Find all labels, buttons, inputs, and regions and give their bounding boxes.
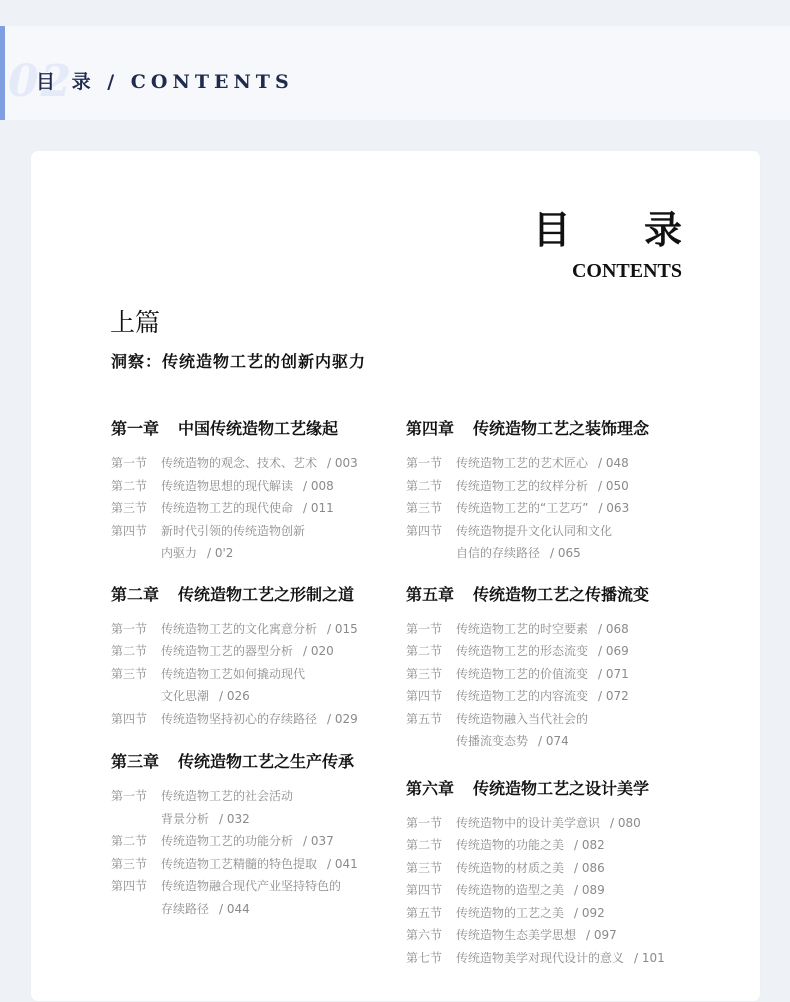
section-entry[interactable] [406,879,706,902]
chapter-number: 第三章 [111,752,160,771]
section-title-line: 传统造物的造型之美 [456,883,565,897]
page-number: / 032 [219,811,250,826]
section-entry[interactable] [111,618,411,641]
section-title-line: 存续路径 [161,901,210,916]
section-line-with-page [161,808,411,831]
section-entry[interactable] [111,520,411,565]
section-title-line: 传统造物坚持初心的存续路径 [161,711,318,726]
section-entry[interactable] [111,452,411,475]
page-number: / 026 [219,689,250,703]
section-title-line: 自信的存续路径 [456,546,541,560]
section-entry[interactable] [406,812,706,835]
section-number: 第四节 [406,689,443,703]
section-title-line: 传统造物工艺的现代使命 [161,501,294,515]
page-number: / 020 [303,644,334,658]
chapter-title: 中国传统造物工艺缘起 [178,419,339,438]
page-number: / 048 [598,456,629,470]
section-entry[interactable] [406,924,706,947]
section-number: 第二节 [111,834,148,848]
section-number: 第七节 [406,950,443,965]
page-number: / 097 [586,928,617,942]
chapter-block [111,417,411,565]
page-number: / 003 [327,456,358,470]
section-line-with-page [456,452,706,475]
header-watermark: 02 [8,56,74,107]
page-number: / 089 [574,883,605,897]
section-title [456,879,706,902]
chapter-block [111,750,411,920]
section-title-line: 传统造物的观念、技术、艺术 [161,456,318,470]
chapter-number: 第五章 [406,584,455,604]
section-title [161,853,411,876]
section-entry[interactable] [111,853,411,876]
section-entry[interactable] [406,663,706,686]
section-entry[interactable] [406,685,706,708]
section-number: 第一节 [111,621,148,636]
section-entry[interactable] [111,497,411,520]
page-number: / 069 [598,644,629,658]
section-title [161,475,411,498]
header-title: 目 录 / CONTENTS [36,71,294,93]
page-number: / 029 [327,711,358,726]
section-number: 第四节 [111,523,148,538]
section-line-with-page [456,497,706,520]
section-title [456,685,706,708]
section-title [161,830,411,853]
chapter-heading[interactable] [111,583,411,607]
section-number: 第二节 [111,478,148,493]
section-number: 第一节 [111,789,148,803]
header-accent-bar [0,26,5,120]
section-title [161,618,411,641]
section-number: 第四节 [406,523,443,538]
section-title [456,497,706,520]
section-number: 第一节 [406,815,443,830]
toc-column-left [111,417,411,920]
section-line-with-page [456,640,706,663]
section-line-with-page [456,857,706,880]
section-title-line: 传统造物美学对现代设计的意义 [456,950,625,965]
section-entry[interactable] [406,618,706,641]
section-title-line: 内驱力 [161,546,198,560]
chapter-heading[interactable] [406,583,706,607]
section-line-with-page [456,924,706,947]
section-line-with-page [161,640,411,663]
chapter-title: 传统造物工艺之传播流变 [473,584,650,604]
toc-title: 目 录 [532,207,712,252]
chapter-title: 传统造物工艺之设计美学 [473,778,650,798]
chapter-number: 第一章 [111,419,160,438]
section-title [161,875,411,920]
page-number: / 044 [219,901,250,916]
chapter-number: 第二章 [111,584,160,604]
part-subtitle: 洞察：传统造物工艺的创新内驱力 [111,352,367,371]
section-title [456,663,706,686]
section-number: 第五节 [406,711,443,726]
section-entry[interactable] [111,875,411,920]
section-title [456,618,706,641]
page-number: / 086 [574,860,605,875]
section-title [456,857,706,880]
toc-column-right [406,417,706,969]
section-line-with-page [161,618,411,641]
section-line-with-page [456,902,706,925]
section-line-with-page [456,618,706,641]
toc-card [30,150,761,1002]
section-title [456,640,706,663]
section-number: 第二节 [406,838,443,852]
page-number: / 082 [574,838,605,852]
section-title-line: 传统造物工艺如何撬动现代 [161,666,306,681]
page-number: / 101 [634,950,665,965]
page-number: / 050 [598,478,629,493]
section-number: 第一节 [406,621,443,636]
section-title [161,785,411,830]
page-number: / 063 [598,501,630,515]
section-entry[interactable] [111,663,411,708]
section-title [456,520,706,565]
section-line-with-page [161,497,411,520]
section-line-with-page [456,730,706,753]
section-number: 第四节 [406,883,443,897]
section-number: 第三节 [406,666,443,681]
header-band [0,26,790,120]
toc-subtitle: CONTENTS [571,260,682,282]
section-title-line: 传统造物的功能之美 [456,838,565,852]
section-title [456,708,706,753]
section-entry[interactable] [111,475,411,498]
section-line-with-page [161,830,411,853]
chapter-block [111,583,411,731]
section-line-with-page [161,542,411,565]
section-title-line: 传统造物的工艺之美 [456,905,565,920]
page-number: / 092 [574,905,605,920]
section-line-with-page [456,663,706,686]
chapter-heading[interactable] [111,750,411,774]
section-title [161,520,411,565]
section-title-line: 传统造物的材质之美 [456,860,565,875]
section-title [456,924,706,947]
section-entry[interactable] [111,640,411,663]
page-number: / 065 [550,546,581,560]
section-title-line: 传统造物融入当代社会的 [456,711,589,726]
section-entry[interactable] [111,785,411,830]
section-line-with-page [161,708,411,731]
section-line-with-page [161,853,411,876]
section-entry[interactable] [406,857,706,880]
section-entry[interactable] [406,902,706,925]
chapter-block [406,777,706,970]
section-title-line: 传统造物思想的现代解读 [161,478,294,493]
section-title-line: 传统造物工艺的艺术匠心 [456,456,589,470]
section-title-line: 传统造物工艺的内容流变 [456,689,589,703]
section-title [456,475,706,498]
chapter-number: 第四章 [406,419,455,438]
chapter-block [406,417,706,565]
section-number: 第四节 [111,711,148,726]
section-number: 第二节 [111,644,148,658]
section-title [161,708,411,731]
section-title [161,497,411,520]
section-line-with-page [161,685,411,708]
page-number: / 071 [598,666,629,681]
section-line-with-page [161,452,411,475]
section-entry[interactable] [406,452,706,475]
section-title-line: 传统造物工艺的时空要素 [456,621,589,636]
page-number: / 037 [303,834,334,848]
section-number: 第三节 [111,856,148,871]
section-entry[interactable] [406,640,706,663]
section-line-with-page [456,947,706,970]
section-line-with-page [161,475,411,498]
part-title: 上篇 [110,308,161,337]
section-number: 第一节 [111,456,148,470]
section-title-line: 背景分析 [161,811,210,826]
section-title [456,947,706,970]
chapter-title: 传统造物工艺之形制之道 [178,584,355,604]
section-number: 第二节 [406,644,443,658]
section-number: 第一节 [406,456,443,470]
chapter-title: 传统造物工艺之生产传承 [178,752,355,771]
page-number: / 074 [538,734,569,748]
chapter-number: 第六章 [406,778,455,798]
section-title-line: 传统造物工艺的“工艺巧” [456,501,589,515]
chapter-heading[interactable] [406,417,706,441]
section-title-line: 文化思潮 [161,689,210,703]
section-title-line: 传统造物中的设计美学意识 [456,815,601,830]
section-title-line: 传统造物生态美学思想 [456,928,577,942]
section-line-with-page [456,812,706,835]
section-title-line: 传统造物工艺的纹样分析 [456,478,589,493]
section-title-line: 传统造物工艺的文化寓意分析 [161,621,318,636]
section-entry[interactable] [406,708,706,753]
chapter-block [406,583,706,753]
page-number: / 008 [303,478,334,493]
section-number: 第五节 [406,905,443,920]
page-number: / 072 [598,689,629,703]
section-entry[interactable] [406,497,706,520]
section-line-with-page [456,834,706,857]
section-line-with-page [456,542,706,565]
section-title-line: 传统造物融合现代产业坚持特色的 [161,879,342,893]
section-title [161,452,411,475]
chapter-title: 传统造物工艺之装饰理念 [473,419,650,438]
section-line-with-page [161,898,411,921]
section-line-with-page [456,685,706,708]
section-title [161,640,411,663]
page-number: / 068 [598,621,629,636]
chapter-heading[interactable] [111,417,411,441]
section-title [161,663,411,708]
section-line-with-page [456,879,706,902]
section-title-line: 传统造物工艺的社会活动 [161,789,294,803]
page-number: / 0'2 [207,546,234,560]
section-title-line: 传统造物提升文化认同和文化 [456,523,613,538]
section-title [456,452,706,475]
section-number: 第三节 [111,501,148,515]
section-number: 第六节 [406,928,443,942]
section-title [456,902,706,925]
page-number: / 015 [327,621,358,636]
section-title-line: 传统造物工艺的价值流变 [456,666,589,681]
section-number: 第三节 [406,501,443,515]
section-title [456,834,706,857]
section-entry[interactable] [406,520,706,565]
section-number: 第三节 [406,860,443,875]
section-entry[interactable] [406,475,706,498]
section-number: 第四节 [111,879,148,893]
section-entry[interactable] [111,708,411,731]
section-number: 第二节 [406,478,443,493]
section-title-line: 传统造物工艺的功能分析 [161,834,294,848]
section-title-line: 传统造物工艺的器型分析 [161,644,294,658]
section-title-line: 新时代引领的传统造物创新 [161,523,306,538]
section-title-line: 传播流变态势 [456,734,529,748]
page-number: / 011 [303,501,334,515]
section-entry[interactable] [406,947,706,970]
section-title-line: 传统造物工艺精髓的特色提取 [161,856,318,871]
section-entry[interactable] [111,830,411,853]
page-number: / 080 [610,815,641,830]
section-title-line: 传统造物工艺的形态流变 [456,644,589,658]
section-line-with-page [456,475,706,498]
page-number: / 041 [327,856,358,871]
chapter-heading[interactable] [406,777,706,801]
section-entry[interactable] [406,834,706,857]
section-number: 第三节 [111,666,148,681]
section-title [456,812,706,835]
